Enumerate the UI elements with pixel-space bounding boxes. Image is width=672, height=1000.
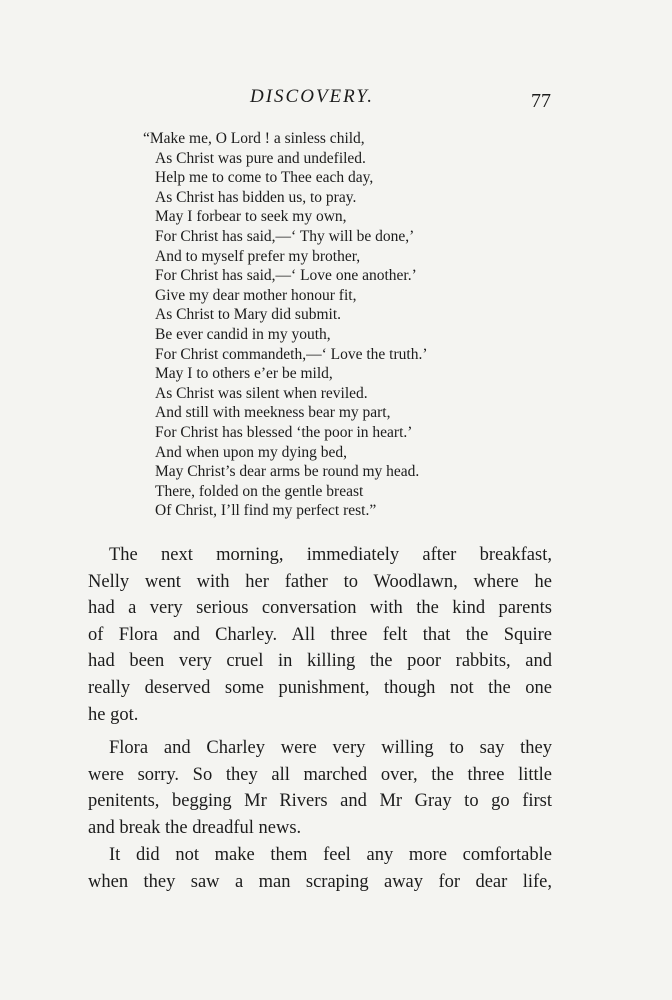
poem-line: For Christ has said,—‘ Love one another.’ [155,267,417,285]
paragraph-line: Nelly went with her father to Woodlawn, where he [88,571,552,592]
paragraph-line: when they saw a man scraping away for dear life, [88,871,552,892]
paragraph-line: Flora and Charley were very willing to say they [109,738,552,758]
running-head: DISCOVERY. [250,86,374,107]
poem-line: May I forbear to seek my own, [155,208,347,226]
paragraph-line: had been very cruel in killing the poor rabbits, and [88,651,552,672]
paragraph-line: had a very serious conversation with the kind parents [88,598,552,619]
poem-line: Be ever candid in my youth, [155,325,331,343]
poem-line: Help me to come to Thee each day, [155,169,374,187]
paragraph-line: penitents, begging Mr Rivers and Mr Gray to go first [88,791,552,812]
paragraph [88,842,552,895]
poem-line: May Christ’s dear arms be round my head. [155,463,420,481]
paragraph-line: and break the dreadful news. [88,817,302,838]
poem-line: Give my dear mother honour fit, [155,286,357,304]
paragraph-line: really deserved some punishment, though not the one [88,677,552,698]
poem-line: And still with meekness bear my part, [155,404,391,422]
poem [143,129,563,521]
poem-line: Of Christ, I’ll find my perfect rest.” [155,502,377,520]
poem-line: And when upon my dying bed, [155,443,348,461]
poem-line: And to myself prefer my brother, [155,247,361,265]
poem-line: May I to others e’er be mild, [155,365,333,383]
poem-line: There, folded on the gentle breast [155,482,364,500]
poem-line: As Christ was pure and undefiled. [155,149,366,167]
poem-line: As Christ was silent when reviled. [155,384,368,402]
poem-line: For Christ has said,—‘ Thy will be done,’ [155,227,415,245]
paragraph-line: It did not make them feel any more comfortable [109,845,552,865]
poem-line: For Christ has blessed ‘the poor in heart.’ [155,423,413,441]
paragraph [88,542,552,728]
poem-line: For Christ commandeth,—‘ Love the truth.’ [155,345,428,363]
paragraph-line: The next morning, immediately after breakfast, [109,545,552,565]
poem-line: “Make me, O Lord ! a sinless child, [143,130,365,147]
paragraph-line: were sorry. So they all marched over, the three little [88,764,552,785]
paragraph-line: of Flora and Charley. All three felt that the Squire [88,624,552,645]
page-number: 77 [531,90,551,112]
paragraph-line: he got. [88,704,139,725]
paragraph [88,735,552,841]
poem-line: As Christ has bidden us, to pray. [155,188,357,206]
poem-line: As Christ to Mary did submit. [155,306,342,324]
